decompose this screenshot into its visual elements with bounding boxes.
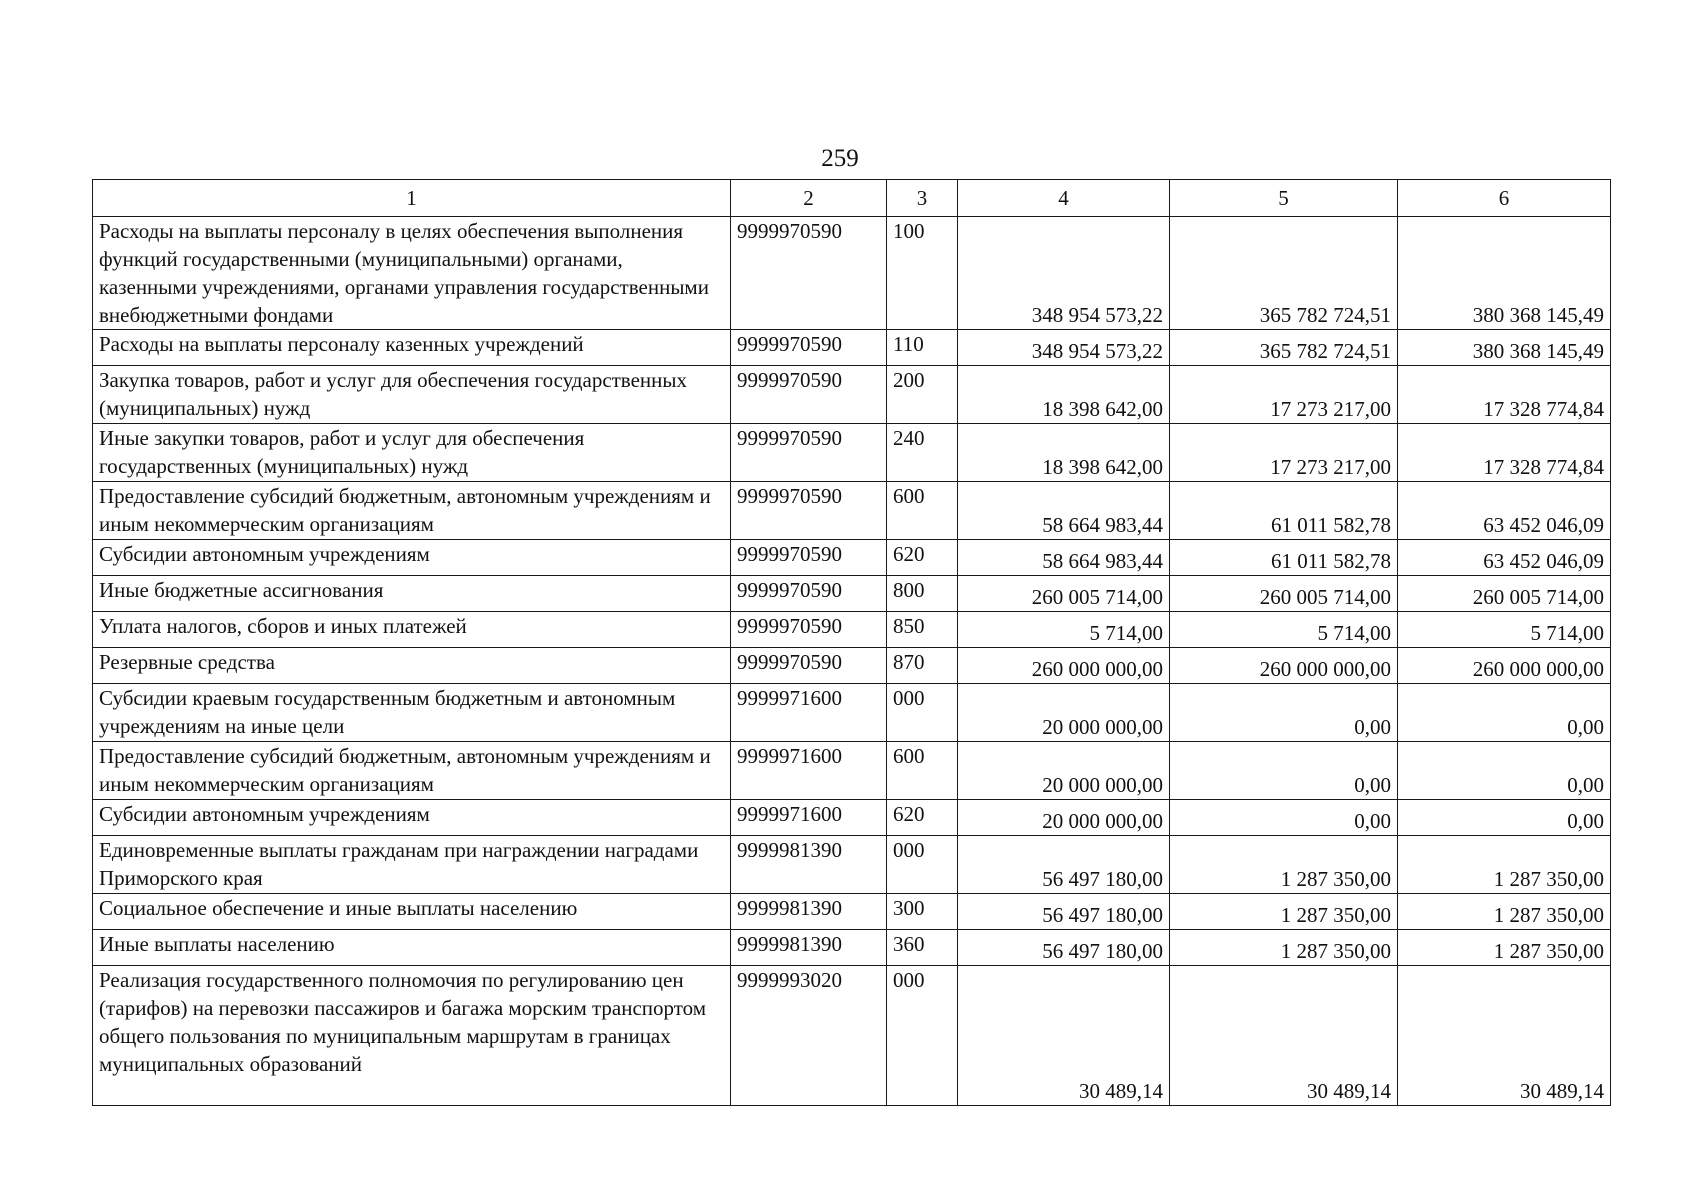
row-type: 000: [887, 836, 958, 894]
row-value-4: 30 489,14: [958, 966, 1170, 1106]
row-value-5: 0,00: [1170, 684, 1398, 742]
row-type: 620: [887, 800, 958, 836]
row-value-4: 260 005 714,00: [958, 576, 1170, 612]
column-header-2: 2: [731, 180, 887, 217]
row-type: 110: [887, 330, 958, 366]
row-value-5: 17 273 217,00: [1170, 424, 1398, 482]
row-value-6: 63 452 046,09: [1398, 482, 1611, 540]
row-value-4: 260 000 000,00: [958, 648, 1170, 684]
row-name: Расходы на выплаты персоналу в целях обеспечения выполнения функций государственными (муниципальными) органами, казенными учреждениями, органами управления государственными внебюджетными фондами: [93, 217, 731, 330]
row-value-4: 5 714,00: [958, 612, 1170, 648]
row-value-5: 365 782 724,51: [1170, 330, 1398, 366]
table-row: [93, 540, 1611, 576]
row-name: Предоставление субсидий бюджетным, автономным учреждениям и иным некоммерческим организациям: [93, 482, 731, 540]
row-type: 600: [887, 482, 958, 540]
row-value-6: 17 328 774,84: [1398, 424, 1611, 482]
row-name: Уплата налогов, сборов и иных платежей: [93, 612, 731, 648]
row-value-5: 0,00: [1170, 800, 1398, 836]
row-type: 800: [887, 576, 958, 612]
row-value-6: 1 287 350,00: [1398, 894, 1611, 930]
row-value-5: 260 005 714,00: [1170, 576, 1398, 612]
row-value-5: 1 287 350,00: [1170, 894, 1398, 930]
row-code: 9999993020: [731, 966, 887, 1106]
table-row: [93, 894, 1611, 930]
row-value-6: 380 368 145,49: [1398, 217, 1611, 330]
column-header-1: 1: [93, 180, 731, 217]
row-value-6: 260 005 714,00: [1398, 576, 1611, 612]
row-code: 9999971600: [731, 742, 887, 800]
row-value-4: 18 398 642,00: [958, 424, 1170, 482]
row-value-5: 61 011 582,78: [1170, 482, 1398, 540]
row-code: 9999981390: [731, 836, 887, 894]
row-value-4: 56 497 180,00: [958, 930, 1170, 966]
row-value-5: 1 287 350,00: [1170, 930, 1398, 966]
row-name: Предоставление субсидий бюджетным, автономным учреждениям и иным некоммерческим организациям: [93, 742, 731, 800]
table-row: [93, 576, 1611, 612]
row-type: 870: [887, 648, 958, 684]
row-name: Социальное обеспечение и иные выплаты населению: [93, 894, 731, 930]
table-row: [93, 742, 1611, 800]
budget-table: [92, 179, 1611, 1106]
row-name: Реализация государственного полномочия по регулированию цен (тарифов) на перевозки пассажиров и багажа морским транспортом общего пользования по муниципальным маршрутам в границах муниципальных образований: [93, 966, 731, 1106]
row-type: 600: [887, 742, 958, 800]
row-name: Единовременные выплаты гражданам при награждении наградами Приморского края: [93, 836, 731, 894]
row-type: 360: [887, 930, 958, 966]
row-value-6: 0,00: [1398, 684, 1611, 742]
row-value-6: 260 000 000,00: [1398, 648, 1611, 684]
row-code: 9999971600: [731, 800, 887, 836]
row-code: 9999970590: [731, 424, 887, 482]
row-name: Расходы на выплаты персоналу казенных учреждений: [93, 330, 731, 366]
row-type: 100: [887, 217, 958, 330]
row-value-5: 5 714,00: [1170, 612, 1398, 648]
row-value-4: 348 954 573,22: [958, 330, 1170, 366]
column-header-5: 5: [1170, 180, 1398, 217]
row-type: 000: [887, 966, 958, 1106]
page-number: 259: [821, 145, 859, 172]
row-name: Субсидии автономным учреждениям: [93, 800, 731, 836]
row-value-6: 30 489,14: [1398, 966, 1611, 1106]
table-row: [93, 800, 1611, 836]
row-value-5: 17 273 217,00: [1170, 366, 1398, 424]
row-value-4: 18 398 642,00: [958, 366, 1170, 424]
row-type: 300: [887, 894, 958, 930]
row-value-4: 58 664 983,44: [958, 482, 1170, 540]
row-value-6: 1 287 350,00: [1398, 930, 1611, 966]
table-row: [93, 424, 1611, 482]
row-code: 9999970590: [731, 217, 887, 330]
row-code: 9999981390: [731, 930, 887, 966]
table-row: [93, 330, 1611, 366]
table-row: [93, 482, 1611, 540]
row-value-4: 58 664 983,44: [958, 540, 1170, 576]
row-value-6: 0,00: [1398, 742, 1611, 800]
row-value-6: 0,00: [1398, 800, 1611, 836]
row-value-4: 20 000 000,00: [958, 684, 1170, 742]
table-row: [93, 684, 1611, 742]
table-row: [93, 966, 1611, 1106]
table-row: [93, 836, 1611, 894]
row-name: Субсидии краевым государственным бюджетным и автономным учреждениям на иные цели: [93, 684, 731, 742]
row-value-6: 1 287 350,00: [1398, 836, 1611, 894]
row-code: 9999970590: [731, 648, 887, 684]
row-type: 850: [887, 612, 958, 648]
row-value-6: 17 328 774,84: [1398, 366, 1611, 424]
row-name: Иные закупки товаров, работ и услуг для обеспечения государственных (муниципальных) нужд: [93, 424, 731, 482]
row-value-5: 61 011 582,78: [1170, 540, 1398, 576]
row-code: 9999970590: [731, 540, 887, 576]
row-code: 9999970590: [731, 612, 887, 648]
row-code: 9999970590: [731, 482, 887, 540]
row-value-4: 20 000 000,00: [958, 800, 1170, 836]
row-name: Иные выплаты населению: [93, 930, 731, 966]
row-code: 9999970590: [731, 576, 887, 612]
row-code: 9999981390: [731, 894, 887, 930]
table-row: [93, 366, 1611, 424]
row-value-5: 0,00: [1170, 742, 1398, 800]
table-row: [93, 612, 1611, 648]
table-row: [93, 930, 1611, 966]
row-value-4: 56 497 180,00: [958, 836, 1170, 894]
row-code: 9999971600: [731, 684, 887, 742]
row-type: 240: [887, 424, 958, 482]
row-value-4: 348 954 573,22: [958, 217, 1170, 330]
row-code: 9999970590: [731, 330, 887, 366]
row-name: Резервные средства: [93, 648, 731, 684]
table-row: [93, 648, 1611, 684]
header-row: [93, 180, 1611, 217]
row-type: 200: [887, 366, 958, 424]
row-name: Иные бюджетные ассигнования: [93, 576, 731, 612]
row-name: Субсидии автономным учреждениям: [93, 540, 731, 576]
column-header-4: 4: [958, 180, 1170, 217]
row-code: 9999970590: [731, 366, 887, 424]
row-value-4: 20 000 000,00: [958, 742, 1170, 800]
row-type: 620: [887, 540, 958, 576]
table-body: [93, 217, 1611, 1106]
row-name: Закупка товаров, работ и услуг для обеспечения государственных (муниципальных) нужд: [93, 366, 731, 424]
column-header-3: 3: [887, 180, 958, 217]
row-value-6: 63 452 046,09: [1398, 540, 1611, 576]
row-type: 000: [887, 684, 958, 742]
row-value-4: 56 497 180,00: [958, 894, 1170, 930]
row-value-5: 30 489,14: [1170, 966, 1398, 1106]
table-row: [93, 217, 1611, 330]
row-value-6: 5 714,00: [1398, 612, 1611, 648]
row-value-5: 260 000 000,00: [1170, 648, 1398, 684]
row-value-5: 1 287 350,00: [1170, 836, 1398, 894]
row-value-5: 365 782 724,51: [1170, 217, 1398, 330]
row-value-6: 380 368 145,49: [1398, 330, 1611, 366]
column-header-6: 6: [1398, 180, 1611, 217]
